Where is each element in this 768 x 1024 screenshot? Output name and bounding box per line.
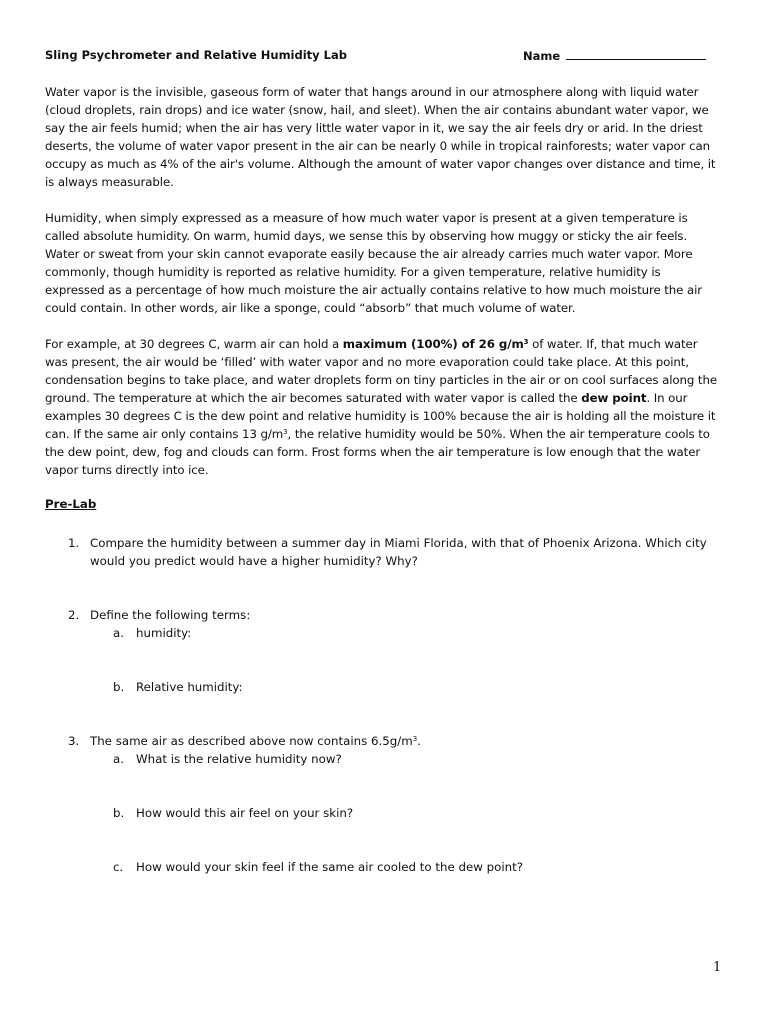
superscript-3: 3 <box>412 735 418 743</box>
paragraph-example <box>45 335 721 479</box>
name-field <box>523 48 706 63</box>
question-3 <box>45 732 721 750</box>
document-title: Sling Psychrometer and Relative Humidity Lab <box>45 48 347 62</box>
superscript-3: 3 <box>283 428 288 436</box>
sub-letter: b. <box>113 680 125 694</box>
question-number: 1. <box>68 536 80 550</box>
page-number: 1 <box>713 960 722 975</box>
question-2b <box>45 678 721 696</box>
paragraph-example-text-4: , the relative humidity would be 50%. When the air temperature cools to the dew point, dew, fog and clouds can form. Frost forms when the air temperature is low enough that the water vapor turns directly into ice. <box>45 427 710 477</box>
paragraph-example-text-2: of water. If, that much water was present, the air would be ‘filled’ with water vapor and no more evaporation could take place. At this point, condensation begins to take place, and water droplets form on tiny particles in the air or on cool surfaces along the ground. The temperature at which the air becomes saturated with water vapor is called the <box>45 337 717 405</box>
question-1 <box>45 534 721 574</box>
question-2 <box>45 606 721 624</box>
sub-text: How would this air feel on your skin? <box>136 806 354 820</box>
sub-text: Relative humidity: <box>136 680 243 694</box>
paragraph-example-text-3: . In our examples 30 degrees C is the dew point and relative humidity is 100% because the air is holding all the moisture it can. If the same air only contains 13 g/m <box>45 391 716 441</box>
question-3-period: . <box>417 734 421 748</box>
sub-letter: b. <box>113 806 125 820</box>
superscript-3: 3 <box>523 338 529 346</box>
question-text <box>90 732 720 750</box>
name-label: Name <box>523 49 561 63</box>
sub-letter: a. <box>113 752 124 766</box>
sub-letter: c. <box>113 860 124 874</box>
dew-point-bold-text: dew point <box>581 391 647 405</box>
document-page <box>45 0 723 1024</box>
paragraph-water-vapor: Water vapor is the invisible, gaseous form of water that hangs around in our atmosphere along with liquid water (cloud droplets, rain drops) and ice water (snow, hail, and sleet). When the air contains abundant water vapor, we say the air feels humid; when the air has very little water vapor in it, we say the air feels dry or arid. In the driest deserts, the volume of water vapor present in the air can be nearly 0 while in tropical rainforests; water vapor can occupy as much as 4% of the air's volume. Although the amount of water vapor changes over distance and time, it is always measurable. <box>45 85 716 189</box>
header <box>45 48 723 64</box>
paragraph-example-text-1: For example, at 30 degrees C, warm air can hold a <box>45 337 343 351</box>
name-blank-line <box>566 48 706 60</box>
question-number: 3. <box>68 734 80 748</box>
question-3c <box>45 858 721 876</box>
question-3-text: The same air as described above now contains 6.5g/m <box>90 734 413 748</box>
sub-letter: a. <box>113 626 124 640</box>
question-number: 2. <box>68 608 80 622</box>
paragraph-humidity: Humidity, when simply expressed as a measure of how much water vapor is present at a given temperature is called absolute humidity. On warm, humid days, we sense this by observing how muggy or sticky the air feels. Water or sweat from your skin cannot evaporate easily because the air already carries much water vapor. More commonly, though humidity is reported as relative humidity. For a given temperature, relative humidity is expressed as a percentage of how much moisture the air actually contains relative to how much moisture the air could contain. In other words, air like a sponge, could “absorb” that much volume of water. <box>45 211 703 315</box>
question-2a <box>45 624 721 642</box>
prelab-heading: Pre-Lab <box>45 497 97 511</box>
sub-text: humidity: <box>136 626 192 640</box>
question-3b <box>45 804 721 822</box>
question-3a <box>45 750 721 768</box>
question-text: Compare the humidity between a summer day in Miami Florida, with that of Phoenix Arizona. Which city would you predict would have a higher humidity? Why? <box>90 536 707 568</box>
sub-text: What is the relative humidity now? <box>136 752 342 766</box>
sub-text: How would your skin feel if the same air cooled to the dew point? <box>136 860 523 874</box>
question-text: Define the following terms: <box>90 608 251 622</box>
maximum-bold-text: maximum (100%) of 26 g/m <box>342 337 524 351</box>
